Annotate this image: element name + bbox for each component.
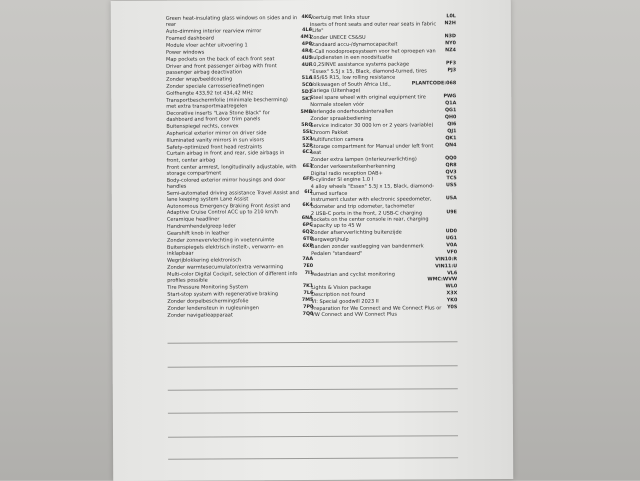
option-entry [311,285,457,292]
option-entry [310,115,456,122]
option-entry [310,21,456,34]
option-description: Safety-optimized front head restraints [166,143,263,151]
option-code: Y0S [447,305,458,311]
option-code: NZ4 [445,48,457,54]
option-code: 6XP [302,243,314,249]
option-code: QG1 [444,108,457,114]
option-code: US5 [446,183,457,189]
option-code: U5A [445,196,457,202]
option-description [311,257,435,264]
option-entry [310,81,456,94]
option-code: QR8 [445,162,457,168]
option-entry [310,101,456,108]
options-column-right [310,14,458,319]
options-column-left [166,15,314,319]
option-description: Wegrijblokkering elektronisch [167,257,242,264]
option-entry [167,164,313,177]
option-entry [166,130,312,137]
option-code: QJ1 [447,129,457,135]
option-entry [311,264,457,271]
option-description: Description not found [311,291,366,299]
option-code: 5D1 [301,89,313,95]
option-description: Autonomous Emergency Braking Front Assist and Adaptive Cruise Control ACC up to 210 km/h [166,203,291,217]
option-entry [167,291,313,298]
option-code: 6E3 [302,163,313,169]
option-code: PWG [443,94,457,100]
option-code: 7M5 [301,297,314,303]
option-entry [167,264,313,271]
option-description: Zonder zonnevervlechting in voetenruimte [166,237,275,244]
option-entry [311,236,457,243]
option-code: VIN11:U [435,263,458,269]
option-entry [166,15,312,28]
option-entry [311,257,457,264]
option-code: 6FF [302,176,313,182]
option-entry [311,184,457,197]
option-code: 5MB [300,109,313,115]
option-entry [166,35,312,42]
option-code: 5ZF [302,143,313,149]
option-code: 5SL [302,129,313,135]
option-description: VI: Special goodwill 2023 II [311,298,379,306]
option-entry [166,28,312,35]
option-description: Pedalen "standaard" [311,250,363,257]
option-description: Zonder lendensteun in rugleuningen [167,305,259,312]
option-entry [167,216,313,223]
option-entry [166,90,312,97]
option-entry [167,244,313,257]
option-code: 4KC [301,14,312,21]
option-description: Illuminated vanity mirrors in sun visors [166,136,265,144]
option-description: Service indicator 30 000 km or 2 years (variable) [310,122,434,129]
option-code: QN4 [445,142,457,148]
option-entry [310,108,456,115]
option-entry [166,63,312,76]
option-description: "Essex" 5.5J x 15, Black, diamond-turned, tires 185/65 R15, low rolling resistance [310,68,427,82]
divider-line [168,341,458,344]
option-code: VF0 [446,250,458,256]
option-description: Volkswagen of South Africa Ltd., Kariega (Uitenhage) [310,81,391,95]
option-code: 6I2 [304,189,313,196]
option-description: Module vloer achter uitvoering 1 [165,42,248,49]
option-code: 5RQ [301,122,313,128]
option-description: Start-stop system with regenerative braking [167,291,279,298]
option-description: Decorative inserts "Lava Stone Black" for dashboard and front door trim panels [166,109,270,123]
option-description: Zonder navigatieapparaat [167,312,233,319]
option-entry [167,223,313,230]
option-code: VIN10:R [435,256,458,263]
option-description: Bergwegrijhulp [310,236,349,244]
option-entry [167,177,313,190]
option-entry [167,237,313,244]
option-description: Pedestrian and cyclist monitoring [311,271,395,278]
option-entry [166,144,312,151]
option-code: 7I1 [304,270,314,276]
option-description: E-Call noodoproepsysteem voor het oproepen van hulpdiensten in een noodsituatie [309,48,436,62]
option-entry [310,34,456,41]
option-entry [167,203,313,216]
option-entry [167,190,313,203]
option-description: Voertuig met links stuur [309,14,370,22]
option-entry [167,257,313,264]
divider-line [168,457,458,460]
option-description [311,278,427,285]
option-entry [311,229,457,236]
option-code: 7E0 [303,264,314,270]
option-entry [166,76,312,83]
option-entry [311,197,457,210]
option-code: 7P0 [303,304,314,310]
option-description: Map pockets on the back of each front seat [166,55,275,63]
option-entry [167,150,313,163]
option-code: PJ3 [447,68,457,74]
divider-line [168,388,458,391]
option-code: NY0 [445,41,456,47]
option-description: Zonder extra lampen (interieurverlichting) [310,156,417,163]
option-description: Normale stoelen vóór [310,101,365,109]
option-entry [310,129,456,136]
option-description [311,264,435,271]
option-code: 6NA [301,216,313,222]
option-description: Digital radio reception DAB+ [310,170,383,177]
option-code: 4UF [301,62,313,68]
divider-line [168,435,458,438]
option-entry [166,137,312,144]
option-entry [167,305,313,312]
option-description: Transportbeschermfolie (minimale bescherming) met extra transportmaatregelen [166,96,288,110]
option-description: Chroom Pakket [310,129,349,136]
option-entry [166,110,312,123]
option-code: U9E [446,209,457,215]
option-description: Semi-automated driving assistance Travel Assist and lane keeping system Lane Assist [166,190,299,204]
option-code: 5C0 [301,82,313,88]
option-description: Zonder spraakbediening [310,115,372,122]
option-description: 3-cylinder SI engine 1.0 l [310,177,374,184]
option-code: 4L6 [302,28,312,34]
option-entry [166,83,312,90]
option-description: 10,25INVE assistance systems package [310,61,410,69]
option-description: Front center armrest, longitudinally adjustable, with storage compartment [166,163,297,177]
option-entry [166,42,312,49]
option-code: WL0 [445,284,458,290]
option-entry [311,291,457,298]
option-description: Steel spare wheel with original equipment tire [310,94,426,102]
option-code: 7L6 [303,290,314,297]
option-code: X3X [446,291,458,297]
option-entry [311,156,457,163]
option-description: Handremhendelgreep leder [166,223,236,231]
option-description: Instrument cluster with electronic speedometer, odometer and trip odometer, tachometer [310,196,432,210]
option-code: 5X3 [302,136,313,142]
option-entry [311,210,457,230]
option-code: V0A [446,243,458,249]
option-entry [311,298,457,305]
option-description: Curtain airbag in front and rear, side airbags in front, center airbag [166,150,285,164]
option-code: PF3 [445,61,457,67]
option-entry [310,14,456,21]
option-description: Preparation for We Connect and We Connect Plus or VW Connect and VW Connect Plus [311,305,442,319]
option-entry [166,123,312,130]
option-code: 4P0 [301,41,312,48]
option-description: Multifunction camera [310,136,364,143]
option-entry [167,271,313,284]
option-code: 4U5 [301,55,313,61]
option-entry [166,96,312,109]
option-description: Standaard accu-/dynamocapaciteit [309,41,398,48]
option-description: Multi-color Digital Cockpit, selection of different info profiles possible [167,270,298,284]
option-entry [311,243,457,250]
option-description: Lights & Vision package [311,284,372,292]
option-entry [311,163,457,170]
option-description: Zonder wrap/beeldcoating [166,76,233,83]
option-description: Buitenspiegel rechts, convex [166,123,239,130]
option-code: 6K4 [302,203,313,209]
option-code: L0L [446,14,456,20]
paper-sheet [111,0,514,481]
option-entry [310,122,456,129]
option-code: 4R4 [301,48,313,54]
option-description: Zonder speciale carrosserieafmetingen [166,82,265,90]
option-code: TC5 [446,176,457,182]
option-code: 6Q2 [302,230,313,236]
option-description: 2 USB-C ports in the front, 2 USB-C charging sockets on the center console in rear, charging capacity up to 45 W [310,210,429,230]
option-code: UD0 [445,229,457,235]
option-code: 6PC [302,223,313,229]
option-entry [311,305,457,318]
option-code: QV3 [445,169,457,175]
option-entry [167,284,313,291]
option-code: N3D [444,34,456,40]
option-description: Gearshift knob in leather [166,230,230,237]
option-code: 6T0 [303,237,314,243]
option-description: 4 alloy wheels "Essex" 5.5J x 15, Black, diamond-turned surface [310,183,434,197]
option-entry [167,312,313,319]
option-description: Zonder warmtesecumulator/extra verwarming [167,264,284,271]
option-description: Body-colored exterior mirror housings and door handles [166,176,286,190]
option-code: 7Q0 [302,311,314,317]
option-code: VL6 [447,270,458,276]
divider-line [168,365,458,368]
option-description: Green heat-insulating glass windows on sides and in rear [165,15,298,29]
option-description: Zonder afservverlichting buitenzijde [310,229,402,237]
option-description: Tire Pressure Monitoring System [167,284,249,291]
option-entry [166,56,312,63]
option-description: Auto-dimming interior rearview mirror [165,28,262,35]
option-code: 6C2 [302,150,313,156]
option-entry [167,230,313,237]
option-description: Inserts of front seats and outer rear seats in fabric "Life" [309,21,437,35]
option-description: Zonder UNECE CS&SU [309,34,366,42]
option-entry [311,177,457,184]
option-code: QI6 [447,122,457,128]
option-entry [310,68,456,81]
option-entry [310,61,456,68]
option-code: 4M1 [300,35,312,41]
option-code: QK1 [445,135,457,141]
option-entry [310,143,456,156]
option-code: Q1A [445,101,457,107]
option-code: 7K1 [302,284,314,290]
option-description: Ceramique headliner [166,216,220,224]
option-code: QQ0 [445,155,457,162]
option-code: QH0 [444,115,457,121]
option-code: 7AA [302,257,314,263]
option-entry [166,49,312,56]
option-description: Zonder verkeersteikenherkenning [310,163,396,170]
option-entry [311,250,457,257]
option-entry [310,41,456,48]
option-code: N2H [444,21,456,27]
option-entry [310,136,456,143]
option-description: Storage compartment for Manual under left front seat [310,142,434,156]
option-description: Banden zonder vastlegging van bandenmerk [311,243,424,250]
option-code: PLANTCODE:068 [411,81,457,87]
option-description: Buitenspiegels elektrisch instelt-, verwarm- en inklapbaar [167,244,284,257]
option-code: UG1 [445,236,458,242]
option-entry [311,278,457,285]
option-description: Power windows [166,49,205,56]
option-description: Golfhengte 433,92 tot 434,42 MHz [166,89,253,97]
option-code: 5K7 [301,96,313,102]
option-code: YK0 [446,298,458,304]
option-description: Foamed dashboard [165,35,214,42]
option-description: Aspherical exterior mirror on driver side [166,130,267,137]
option-entry [167,298,313,305]
option-entry [311,170,457,177]
option-description: Driver and front passenger airbag with front passenger airbag deactivation [166,62,277,76]
option-description: Zonder dorpelbeschermingsfolie [167,298,249,305]
option-description: Verlengde onderhoudsintervallen [310,108,394,116]
option-code: WMC:WVW [427,277,458,283]
option-code: 51A [301,75,313,81]
divider-line [168,411,458,414]
option-entry [310,95,456,102]
option-entry [310,48,456,61]
